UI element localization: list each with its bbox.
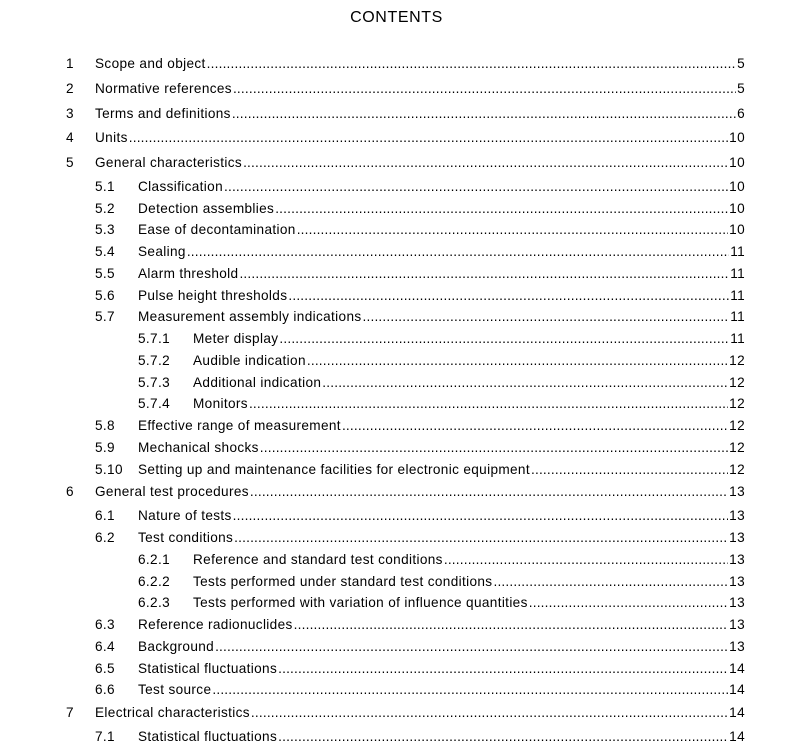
toc-entry[interactable] (0, 571, 793, 593)
toc-entry-number: 6.2 (95, 530, 115, 546)
dot-leader (232, 102, 736, 127)
toc-entry-number: 5.9 (95, 439, 115, 455)
toc-entry-page-number: 13 (729, 617, 745, 633)
toc-entry-page-number: 12 (729, 396, 745, 412)
toc-entry-label: General test procedures (95, 484, 249, 500)
dot-leader (529, 592, 728, 614)
toc-entry-page-number: 14 (729, 705, 745, 721)
dot-leader (243, 151, 728, 176)
dot-leader (129, 126, 728, 151)
toc-entry-label: Ease of decontamination (138, 222, 296, 238)
toc-entry-page-number: 6 (737, 105, 745, 121)
toc-entry[interactable] (0, 219, 793, 241)
toc-entry-page-number: 14 (729, 660, 745, 676)
toc-entry-page-number: 10 (729, 178, 745, 194)
toc-entry-page-number: 10 (729, 222, 745, 238)
dot-leader (278, 658, 728, 680)
toc-entry-number: 5.5 (95, 265, 115, 281)
toc-entry-page-number: 12 (729, 374, 745, 390)
dot-leader (288, 285, 729, 307)
toc-entry[interactable] (0, 726, 793, 748)
toc-entry[interactable] (0, 549, 793, 571)
toc-entry-label: Tests performed under standard test conditions (193, 573, 493, 589)
toc-entry-label: Audible indication (193, 352, 306, 368)
toc-entry[interactable] (0, 658, 793, 680)
toc-entry-page-number: 13 (729, 595, 745, 611)
table-of-contents (0, 52, 793, 748)
toc-entry-page-number: 10 (729, 155, 745, 171)
toc-entry-label: General characteristics (95, 155, 243, 171)
toc-entry-page-number: 12 (729, 461, 745, 477)
toc-entry-number: 7 (66, 705, 74, 721)
toc-entry-page-number: 11 (730, 287, 745, 303)
toc-entry-label: Units (95, 130, 128, 146)
toc-entry-number: 4 (66, 130, 74, 146)
toc-entry[interactable] (0, 151, 793, 176)
toc-entry[interactable] (0, 415, 793, 437)
toc-entry-page-number: 12 (729, 352, 745, 368)
dot-leader (207, 52, 736, 77)
toc-entry[interactable] (0, 372, 793, 394)
toc-entry-page-number: 13 (729, 551, 745, 567)
dot-leader (278, 726, 728, 748)
toc-entry-label: Tests performed with variation of influence quantities (193, 595, 528, 611)
toc-entry-label: Reference radionuclides (138, 617, 293, 633)
toc-entry[interactable] (0, 614, 793, 636)
dot-leader (233, 505, 729, 527)
toc-entry-label: Measurement assembly indications (138, 309, 362, 325)
toc-entry-number: 5.7 (95, 309, 115, 325)
toc-entry-number: 6.3 (95, 617, 115, 633)
toc-entry[interactable] (0, 77, 793, 102)
toc-entry[interactable] (0, 350, 793, 372)
toc-entry-number: 5.7.1 (138, 331, 170, 347)
toc-entry-label: Pulse height thresholds (138, 287, 288, 303)
toc-entry-page-number: 12 (729, 439, 745, 455)
toc-entry-number: 5.3 (95, 222, 115, 238)
toc-entry-number: 6.2.3 (138, 595, 170, 611)
dot-leader (531, 459, 728, 481)
toc-entry[interactable] (0, 52, 793, 77)
toc-entry-label: Background (138, 638, 215, 654)
toc-entry-label: Setting up and maintenance facilities for electronic equipment (138, 461, 530, 477)
toc-entry[interactable] (0, 701, 793, 726)
toc-entry-page-number: 10 (729, 200, 745, 216)
toc-entry-number: 5.8 (95, 418, 115, 434)
toc-entry-number: 5.7.3 (138, 374, 170, 390)
toc-entry-page-number: 5 (737, 80, 745, 96)
dot-leader (250, 480, 728, 505)
toc-entry-label: Alarm threshold (138, 265, 239, 281)
toc-entry[interactable] (0, 480, 793, 505)
toc-entry-number: 5.4 (95, 244, 115, 260)
toc-entry-label: Nature of tests (138, 508, 232, 524)
toc-entry-number: 5.7.2 (138, 352, 170, 368)
toc-entry-number: 6.5 (95, 660, 115, 676)
dot-leader (307, 350, 728, 372)
toc-entry[interactable] (0, 241, 793, 263)
toc-entry-number: 5.1 (95, 178, 115, 194)
toc-entry-page-number: 11 (730, 331, 745, 347)
dot-leader (251, 701, 728, 726)
toc-entry-label: Statistical fluctuations (138, 660, 278, 676)
toc-entry-label: Classification (138, 178, 223, 194)
toc-entry[interactable] (0, 126, 793, 151)
toc-entry-page-number: 11 (730, 244, 745, 260)
toc-entry-page-number: 14 (729, 728, 745, 744)
toc-entry-label: Reference and standard test conditions (193, 551, 443, 567)
toc-entry-number: 6 (66, 484, 74, 500)
dot-leader (297, 219, 728, 241)
toc-entry-label: Detection assemblies (138, 200, 275, 216)
toc-entry-number: 6.1 (95, 508, 115, 524)
toc-entry-number: 6.2.1 (138, 551, 170, 567)
page-title: CONTENTS (350, 9, 443, 26)
toc-entry-number: 6.4 (95, 638, 115, 654)
toc-entry[interactable] (0, 437, 793, 459)
toc-entry-page-number: 13 (729, 638, 745, 654)
toc-entry[interactable] (0, 459, 793, 481)
toc-entry-page-number: 13 (729, 530, 745, 546)
toc-entry-label: Monitors (193, 396, 248, 412)
toc-entry-page-number: 10 (729, 130, 745, 146)
toc-entry[interactable] (0, 505, 793, 527)
dot-leader (249, 393, 728, 415)
toc-entry-number: 7.1 (95, 728, 115, 744)
toc-entry-page-number: 13 (729, 573, 745, 589)
toc-entry[interactable] (0, 306, 793, 328)
toc-entry-page-number: 13 (729, 484, 745, 500)
dot-leader (493, 571, 728, 593)
toc-entry[interactable] (0, 592, 793, 614)
dot-leader (224, 176, 728, 198)
toc-entry-number: 5.6 (95, 287, 115, 303)
toc-entry[interactable] (0, 285, 793, 307)
toc-entry[interactable] (0, 198, 793, 220)
toc-entry-number: 5 (66, 155, 74, 171)
toc-entry-number: 2 (66, 80, 74, 96)
dot-leader (260, 437, 728, 459)
toc-entry-label: Effective range of measurement (138, 418, 341, 434)
toc-entry[interactable] (0, 679, 793, 701)
toc-entry-number: 3 (66, 105, 74, 121)
dot-leader (342, 415, 728, 437)
toc-entry-label: Test source (138, 682, 212, 698)
dot-leader (234, 527, 728, 549)
toc-entry-page-number: 12 (729, 418, 745, 434)
dot-leader (233, 77, 736, 102)
toc-entry[interactable] (0, 393, 793, 415)
toc-entry-label: Meter display (193, 331, 279, 347)
toc-entry-label: Mechanical shocks (138, 439, 259, 455)
dot-leader (239, 263, 729, 285)
dot-leader (275, 198, 728, 220)
dot-leader (215, 636, 728, 658)
toc-entry[interactable] (0, 176, 793, 198)
toc-entry-label: Electrical characteristics (95, 705, 250, 721)
toc-entry-number: 5.2 (95, 200, 115, 216)
dot-leader (294, 614, 729, 636)
toc-entry-number: 5.7.4 (138, 396, 170, 412)
toc-entry-page-number: 11 (730, 309, 745, 325)
toc-entry-number: 6.2.2 (138, 573, 170, 589)
toc-entry-label: Test conditions (138, 530, 234, 546)
toc-entry-number: 5.10 (95, 461, 123, 477)
toc-entry-number: 1 (66, 56, 74, 71)
dot-leader (279, 328, 729, 350)
toc-entry-label: Scope and object (95, 56, 206, 71)
dot-leader (187, 241, 729, 263)
toc-entry-label: Additional indication (193, 374, 322, 390)
toc-entry-number: 6.6 (95, 682, 115, 698)
toc-entry[interactable] (0, 263, 793, 285)
dot-leader (363, 306, 730, 328)
toc-entry-label: Terms and definitions (95, 105, 231, 121)
toc-entry-page-number: 5 (737, 56, 745, 71)
dot-leader (444, 549, 728, 571)
toc-entry-page-number: 11 (730, 265, 745, 281)
toc-entry[interactable] (0, 328, 793, 350)
toc-entry[interactable] (0, 102, 793, 127)
dot-leader (322, 372, 728, 394)
dot-leader (212, 679, 728, 701)
toc-entry[interactable] (0, 527, 793, 549)
toc-entry-page-number: 14 (729, 682, 745, 698)
toc-entry-label: Sealing (138, 244, 186, 260)
toc-entry[interactable] (0, 636, 793, 658)
toc-entry-page-number: 13 (729, 508, 745, 524)
toc-entry-label: Statistical fluctuations (138, 728, 278, 744)
toc-entry-label: Normative references (95, 80, 232, 96)
